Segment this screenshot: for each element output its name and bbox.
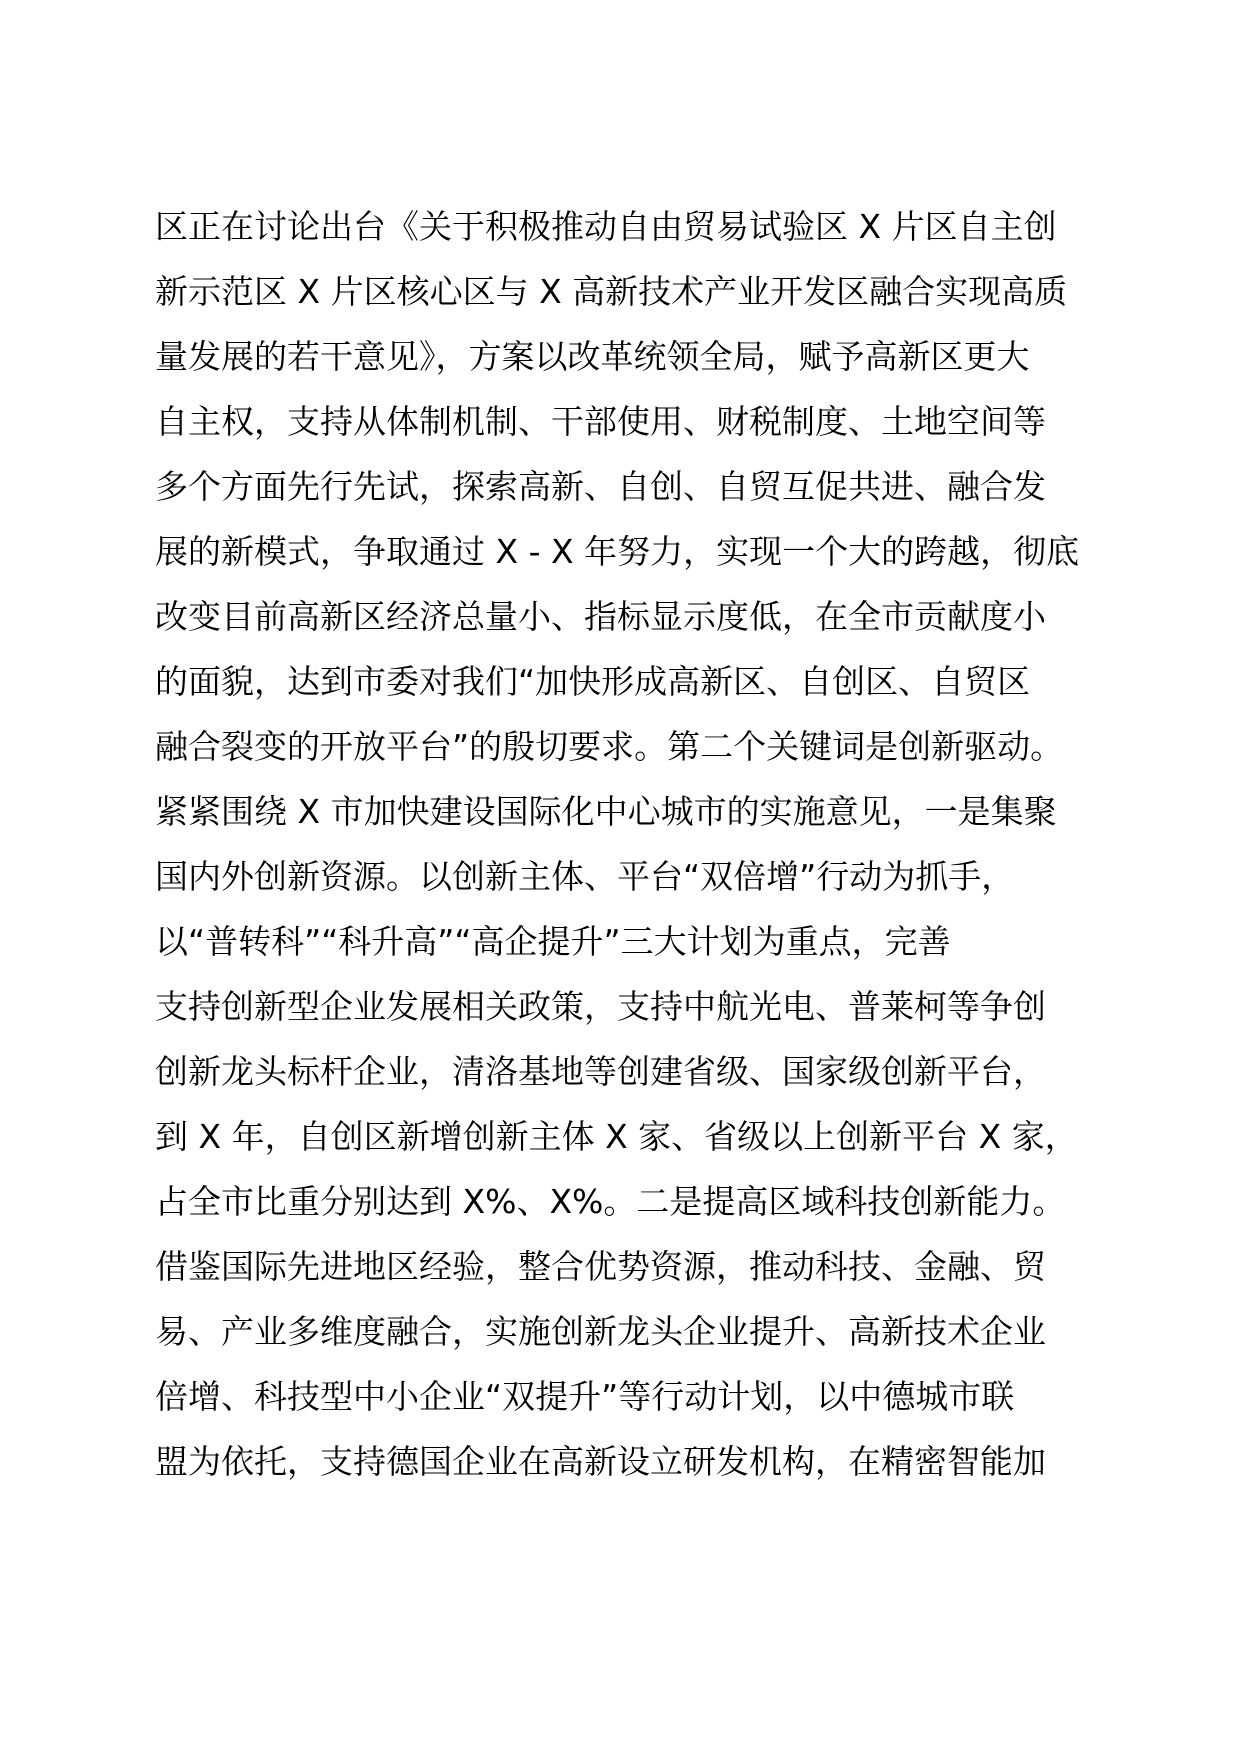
text-line: 盟为依托，支持德国企业在高新设立研发机构，在精密智能加: [155, 1442, 1046, 1481]
text-line: 展的新模式，争取通过 X - X 年努力，实现一个大的跨越，彻底: [155, 532, 1080, 571]
text-line: 占全市比重分别达到 X%、X%。二是提高区域科技创新能力。: [155, 1182, 1066, 1221]
text-line: 国内外创新资源。以创新主体、平台“双倍增”行动为抓手，: [155, 857, 1015, 896]
text-line: 借鉴国际先进地区经验，整合优势资源，推动科技、金融、贸: [155, 1247, 1046, 1286]
text-line: 以“普转科”“科升高”“高企提升”三大计划为重点，完善: [155, 922, 951, 961]
text-line: 创新龙头标杆企业，清洛基地等创建省级、国家级创新平台，: [155, 1052, 1046, 1091]
text-line: 改变目前高新区经济总量小、指标显示度低，在全市贡献度小: [155, 597, 1046, 636]
text-line: 自主权，支持从体制机制、干部使用、财税制度、土地空间等: [155, 402, 1046, 441]
text-line: 融合裂变的开放平台”的殷切要求。第二个关键词是创新驱动。: [155, 727, 1064, 766]
text-line: 多个方面先行先试，探索高新、自创、自贸互促共进、融合发: [155, 467, 1046, 506]
text-line: 到 X 年，自创区新增创新主体 X 家、省级以上创新平台 X 家，: [155, 1117, 1078, 1156]
text-line: 倍增、科技型中小企业“双提升”等行动计划，以中德城市联: [155, 1377, 1015, 1416]
text-line: 区正在讨论出台《关于积极推动自由贸易试验区 X 片区自主创: [155, 207, 1057, 246]
text-line: 量发展的若干意见》，方案以改革统领全局，赋予高新区更大: [155, 337, 1030, 376]
text-line: 新示范区 X 片区核心区与 X 高新技术产业开发区融合实现高质: [155, 272, 1068, 311]
text-line: 支持创新型企业发展相关政策，支持中航光电、普莱柯等争创: [155, 987, 1046, 1026]
text-line: 易、产业多维度融合，实施创新龙头企业提升、高新技术企业: [155, 1312, 1046, 1351]
text-line: 紧紧围绕 X 市加快建设国际化中心城市的实施意见，一是集聚: [155, 792, 1057, 831]
body-text: [155, 194, 1105, 1494]
text-line: 的面貌，达到市委对我们“加快形成高新区、自创区、自贸区: [155, 662, 1031, 701]
